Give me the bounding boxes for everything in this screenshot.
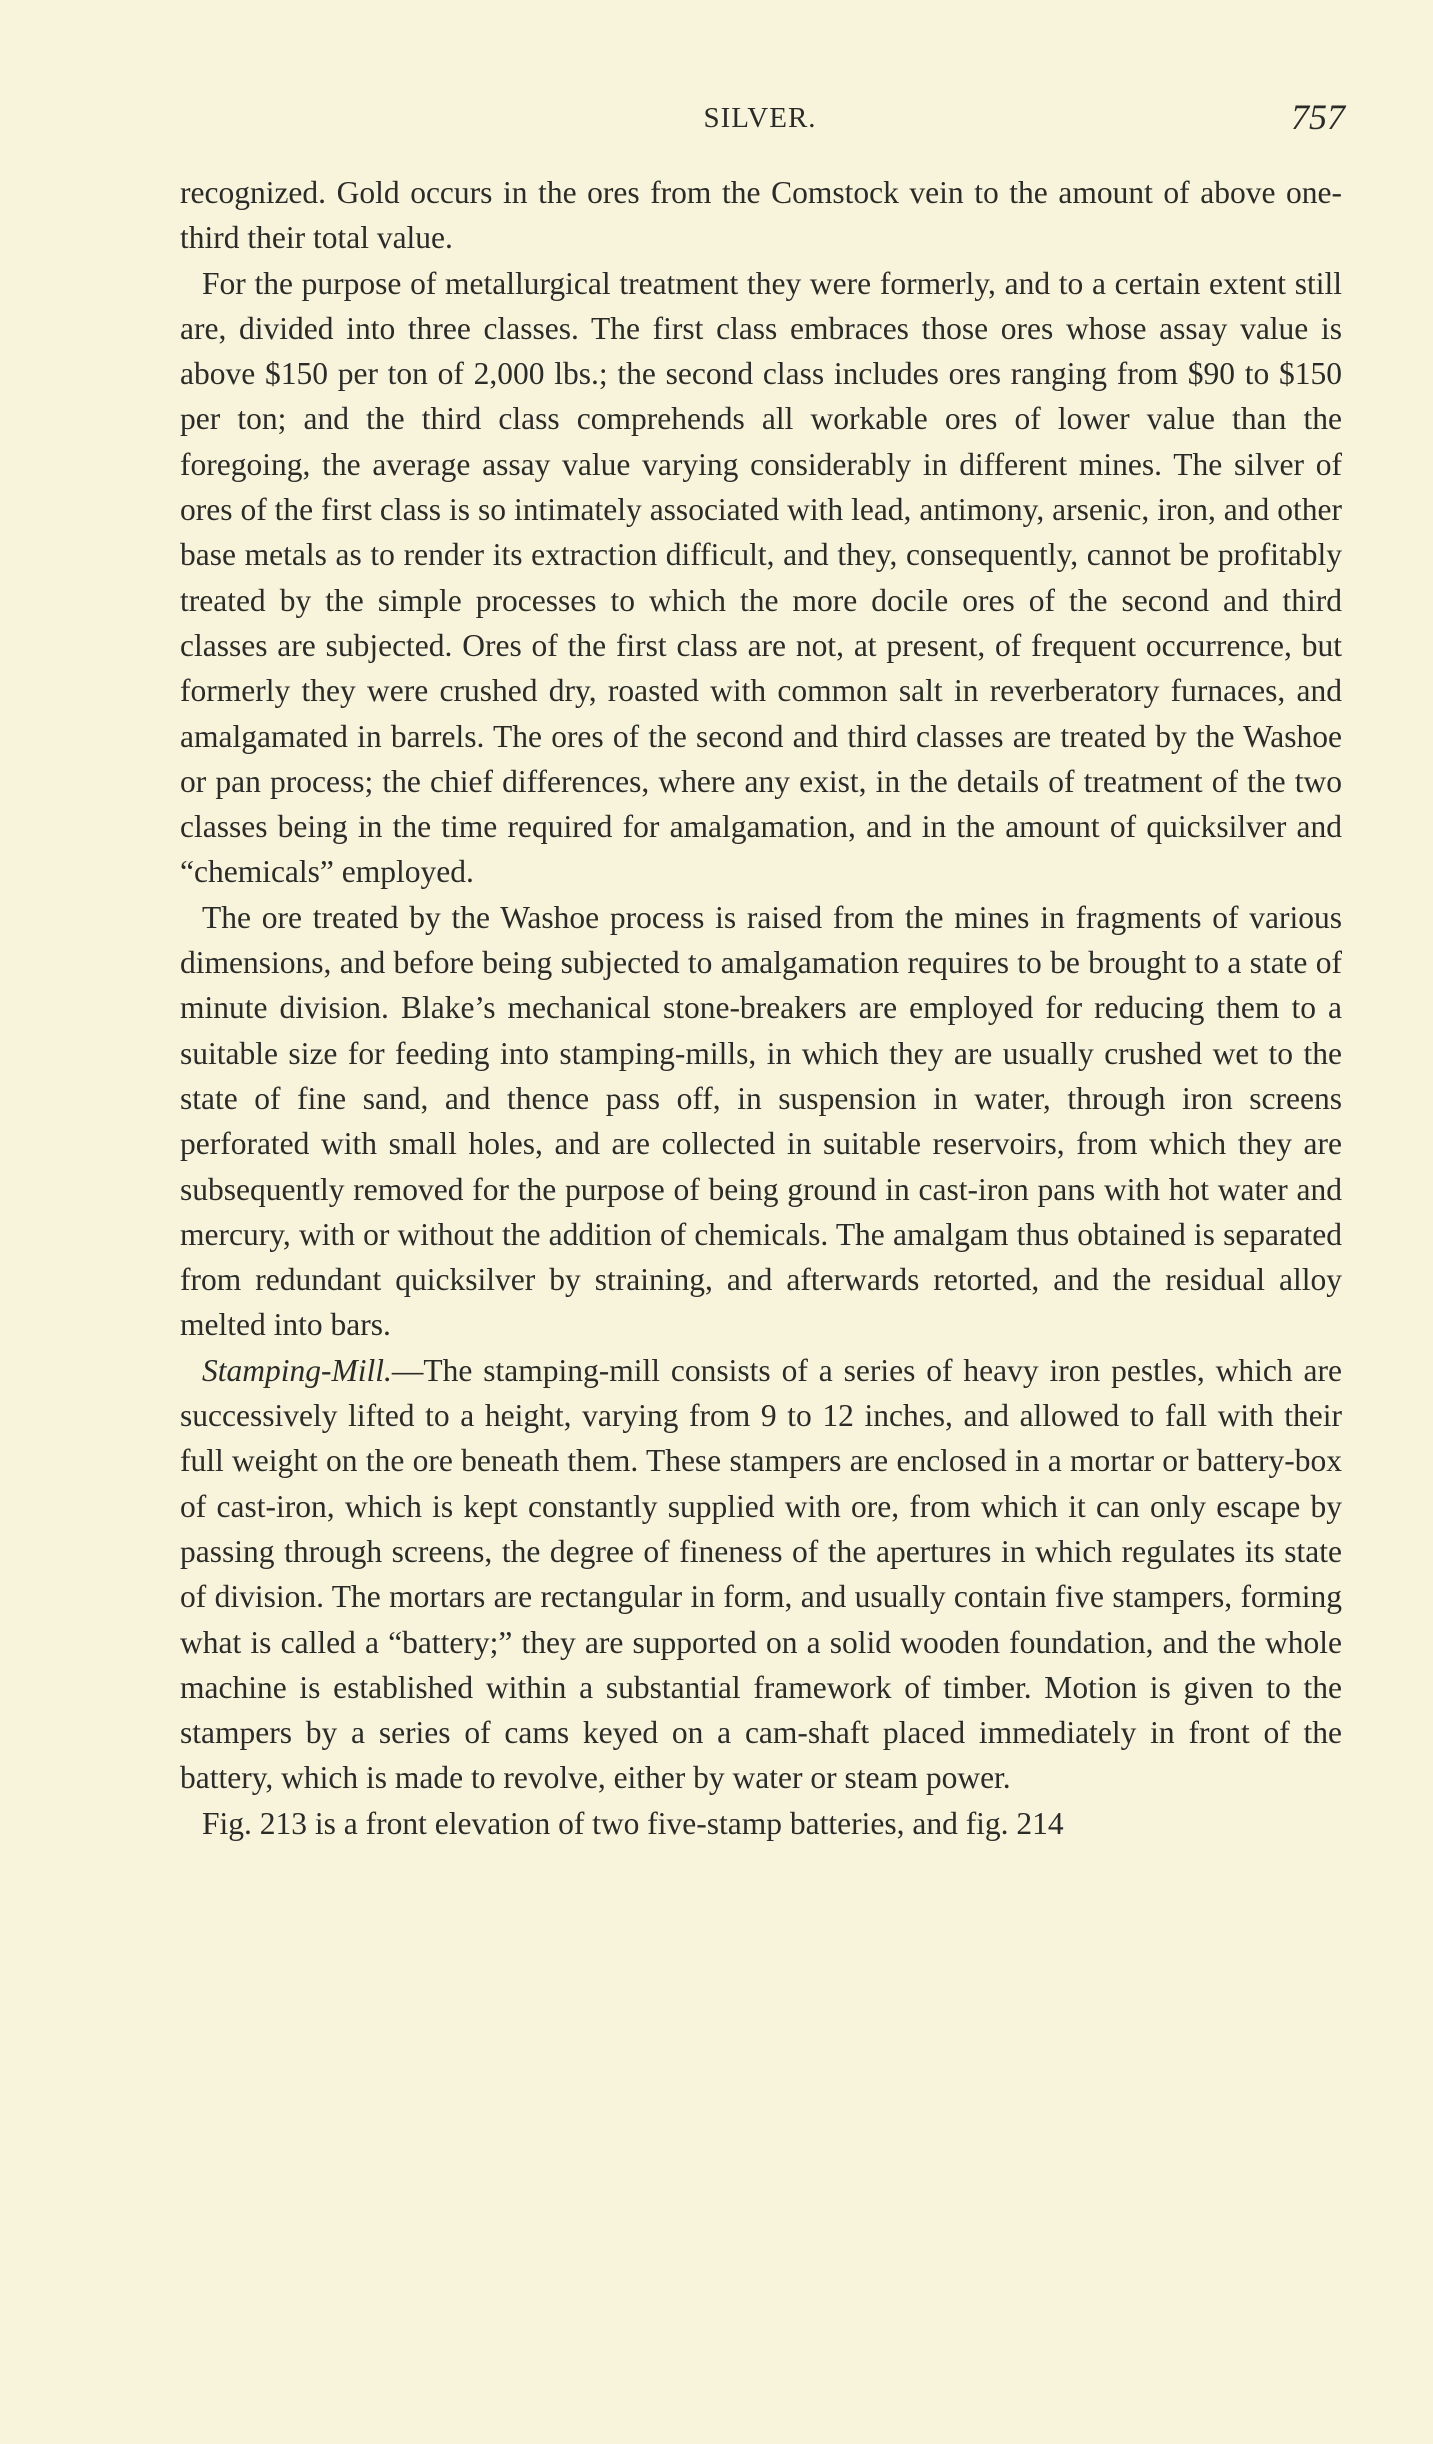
paragraph-text: Fig. 213 is a front elevation of two five-stamp batteries, and fig. 214 xyxy=(202,1805,1064,1841)
paragraph-text: For the purpose of metallurgical treatment they were formerly, and to a certain extent still are, divided into three classes. The first class embraces those ores whose assay value is above $150 per ton of 2,000 lbs.; the second class includes ores ranging from $90 to $150 per ton; and the third class comprehends all workable ores of lower value than the foregoing, the average assay value varying considerably in different mines. The silver of ores of the first class is so intimately associated with lead, antimony, arsenic, iron, and other base metals as to render its extraction difficult, and they, consequently, cannot be profitably treated by the simple processes to which the more docile ores of the second and third classes are subjected. Ores of the first class are not, at present, of frequent occurrence, but formerly they were crushed dry, roasted with common salt in reverberatory furnaces, and amalgamated in barrels. The ores of the second and third classes are treated by the Washoe or pan process; the chief differences, where any exist, in the details of treatment of the two classes being in the time required for amalgamation, and in the amount of quicksilver and “chemicals” employed. xyxy=(180,265,1342,890)
paragraph-washoe-process xyxy=(180,895,1342,1348)
paragraph-text: —The stamping-mill consists of a series of heavy iron pestles, which are successively lifted to a height, varying from 9 to 12 inches, and allowed to fall with their full weight on the ore beneath them. These stampers are enclosed in a mortar or battery-box of cast-iron, which is kept constantly supplied with ore, from which it can only escape by passing through screens, the degree of fineness of the apertures in which regulates its state of division. The mortars are rectangular in form, and usually contain five stampers, forming what is called a “battery;” they are supported on a solid wooden foundation, and the whole machine is established within a substantial framework of timber. Motion is given to the stampers by a series of cams keyed on a cam-shaft placed immediately in front of the battery, which is made to revolve, either by water or steam power. xyxy=(180,1352,1342,1796)
paragraph-stamping-mill xyxy=(180,1348,1342,1801)
page-number: 757 xyxy=(1291,97,1345,137)
paragraph-text: recognized. Gold occurs in the ores from the Comstock vein to the amount of above one-third their total value. xyxy=(180,175,1342,256)
body-text xyxy=(180,170,1342,1846)
paragraph-ore-classes xyxy=(180,261,1342,895)
paragraph-text: The ore treated by the Washoe process is raised from the mines in fragments of various dimensions, and before being subjected to amalgamation requires to be brought to a state of minute division. Blake’s mechanical stone-breakers are employed for reducing them to a suitable size for feeding into stamping-mills, in which they are usually crushed wet to the state of fine sand, and thence pass off, in suspension in water, through iron screens perforated with small holes, and are collected in suitable reservoirs, from which they are subsequently removed for the purpose of being ground in cast-iron pans with hot water and mercury, with or without the addition of chemicals. The amalgam thus obtained is separated from redundant quicksilver by straining, and afterwards retorted, and the residual alloy melted into bars. xyxy=(180,899,1342,1343)
section-lead-heading: Stamping-Mill. xyxy=(202,1352,392,1388)
page-header xyxy=(175,96,1345,146)
paragraph-continuation xyxy=(180,170,1342,261)
running-head: SILVER. xyxy=(703,102,817,134)
paragraph-figure-reference xyxy=(180,1801,1342,1846)
